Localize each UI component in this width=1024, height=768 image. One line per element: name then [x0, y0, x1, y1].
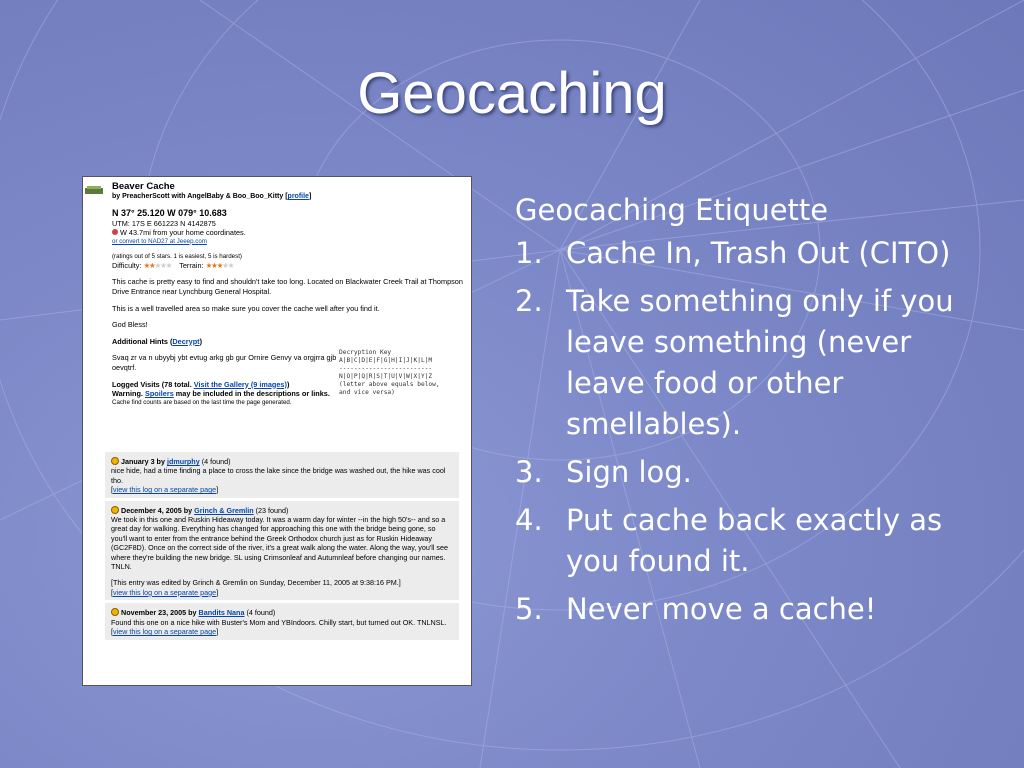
log-date: November 23, 2005 by: [121, 608, 199, 618]
difficulty-stars: ★★: [143, 260, 155, 270]
etiquette-item: [515, 452, 995, 493]
log-edit-note: [This entry was edited by Grinch & Gremlin on Sunday, December 11, 2005 at 9:38:16 PM.]: [111, 578, 401, 588]
direction-icon: [112, 229, 118, 235]
item-text: Put cache back exactly as you found it.: [566, 503, 943, 578]
distance-text: W 43.7mi from your home coordinates.: [120, 228, 246, 238]
description-2: This is a well travelled area so make sure you cover the cache well after you find it.: [112, 303, 380, 313]
etiquette-heading: Geocaching Etiquette: [515, 193, 829, 227]
convert-link[interactable]: or convert to NAD27 at Jeeep.com: [112, 237, 207, 245]
item-number: 1.: [515, 236, 543, 270]
cache-owner-line: [112, 192, 464, 202]
item-text: Never move a cache!: [566, 592, 877, 626]
hint-text: Svaq zr va n ubyybj ybt evtug arkg gb gur Ornire Genvy va orgjrra gjb oevqtrf.: [112, 353, 337, 372]
etiquette-item: [515, 589, 995, 630]
difficulty-label: Difficulty:: [112, 260, 142, 270]
log-user-link[interactable]: Grinch & Gremlin: [194, 505, 254, 515]
log-find-count: (4 found): [244, 608, 276, 618]
item-text: Cache In, Trash Out (CITO): [566, 236, 951, 270]
gallery-link[interactable]: Visit the Gallery (9 images): [193, 379, 287, 389]
ratings-row: [112, 261, 464, 271]
item-number: 2.: [515, 284, 543, 318]
log-link-row: [view this log on a separate page]: [111, 627, 219, 637]
view-log-link[interactable]: view this log on a separate page: [113, 485, 217, 495]
log-find-count: (4 found): [199, 457, 231, 466]
log-header: [111, 506, 453, 515]
ratings-note: (ratings out of 5 stars. 1 is easiest, 5 is hardest): [112, 252, 242, 260]
terrain-stars: ★★★: [205, 260, 223, 270]
spoilers-link[interactable]: Spoilers: [144, 389, 174, 399]
description-1: This cache is pretty easy to find and shouldn't take too long. Located on Blackwater Creek Trail at Thompson Drive Entrance near Lynchburg General Hospital.: [112, 277, 463, 296]
decryption-key: Decryption Key A|B|C|D|E|F|G|H|I|J|K|L|M ------------------------- N|O|P|Q|R|S|T|U|V|W|X|Y|Z (letter above equals below, and vice versa): [339, 349, 440, 396]
item-text: Take something only if you leave something (never leave food or other smellables).: [566, 284, 954, 441]
log-text: Found this one on a nice hike with Buster's Mom and YBIndoors. Chilly start, but turned out OK. TNLNSL.: [111, 617, 447, 627]
log-user-link[interactable]: jdmurphy: [166, 457, 200, 466]
log-link-row: [view this log on a separate page]: [111, 485, 219, 495]
cache-page-screenshot: [82, 176, 472, 686]
log-entry: [105, 603, 459, 639]
smiley-icon: [111, 608, 119, 616]
item-number: 4.: [515, 503, 543, 537]
hints-heading: [112, 337, 342, 347]
logged-visits-text: Logged Visits (78 total.: [112, 379, 194, 389]
log-entry: [105, 452, 459, 498]
warning-text: Warning.: [112, 389, 145, 399]
cache-type-icon: [85, 186, 103, 195]
distance: [112, 228, 464, 238]
log-date: December 4, 2005 by: [121, 505, 195, 515]
etiquette-panel: [515, 190, 995, 637]
log-entry: [105, 501, 459, 601]
decrypt-link[interactable]: Decrypt: [172, 336, 200, 346]
profile-link[interactable]: profile: [287, 193, 309, 200]
view-log-link[interactable]: view this log on a separate page: [113, 627, 217, 637]
terrain-stars-empty: ★★: [222, 260, 234, 270]
item-number: 5.: [515, 592, 543, 626]
difficulty-stars-empty: ★★★: [154, 260, 172, 270]
owner-text: by PreacherScott with AngelBaby & Boo_Boo_Kitty [: [112, 193, 288, 200]
warning-rest: may be included in the descriptions or links.: [173, 389, 330, 399]
etiquette-list: [515, 233, 995, 630]
hints-close: ): [199, 336, 203, 346]
log-text: nice hide, had a time finding a place to cross the lake since the bridge was washed out, the hike was cool tho.: [111, 466, 446, 485]
etiquette-item: [515, 233, 995, 274]
description-3: God Bless!: [112, 320, 148, 330]
utm: UTM: 17S E 661223 N 4142875: [112, 218, 216, 228]
terrain-label: Terrain:: [179, 260, 204, 270]
coordinates: N 37° 25.120 W 079° 10.683: [112, 207, 227, 218]
view-log-link[interactable]: view this log on a separate page: [113, 587, 217, 597]
log-list: [105, 452, 459, 643]
slide-title: Geocaching: [357, 61, 667, 126]
log-date: January 3 by: [121, 457, 167, 466]
hints-label: Additional Hints (: [112, 336, 173, 346]
log-text: We took in this one and Ruskin Hideaway today. It was a warm day for winter --in the high 50's-- and so a great day for walking. Everything has changed for approaching this one with the bridge being gone, so you'll want to enter from the entrance behind the Greek Orthodox church just as for Ruskin Hideaway (GC2F8D). Once on the correct side of the river, it's a great walk along the water. Along the way, you'll see where they're building the new bridge. SL using Crimsonleaf and Autumnleaf before changing our names. TNLN.: [111, 515, 448, 572]
log-header: [111, 608, 453, 617]
log-find-count: (23 found): [253, 505, 289, 515]
find-counts-note: Cache find counts are based on the last time the page generated.: [112, 398, 292, 406]
item-number: 3.: [515, 455, 543, 489]
etiquette-item: [515, 500, 995, 582]
owner-close: ]: [308, 193, 312, 200]
smiley-icon: [111, 457, 119, 465]
cache-title: Beaver Cache: [112, 181, 175, 192]
log-user-link[interactable]: Bandits Nana: [198, 608, 245, 618]
log-header: [111, 457, 453, 466]
logged-visits-close: ): [286, 379, 290, 389]
smiley-icon: [111, 506, 119, 514]
etiquette-item: [515, 281, 995, 445]
log-link-row: [view this log on a separate page]: [111, 587, 219, 597]
item-text: Sign log.: [566, 455, 692, 489]
